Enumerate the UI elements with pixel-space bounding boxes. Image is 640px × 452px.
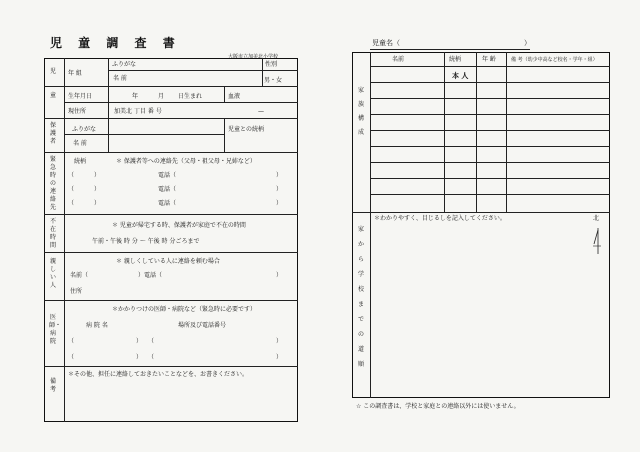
child-name-close: ） [524, 39, 531, 47]
guardian-label: 保護者 [49, 122, 56, 145]
hospital-address: 場所及び電話番号 [178, 322, 227, 329]
route-label: 家から学校までの道順 [357, 226, 364, 368]
absent-times: 午前・午後 時 分 ～ 午後 時 分ごろまで [92, 238, 200, 245]
blood-label: 血液 [228, 93, 241, 100]
family-label: 家 族 構 成 [357, 87, 364, 136]
school-name: 大阪市立加美北小学校 [228, 54, 279, 60]
furigana-label: ふりがな [112, 61, 137, 68]
emergency-row1-phone: 電話（ [158, 172, 177, 179]
child-label: 児 [49, 68, 56, 75]
birth-year: 年 [132, 93, 139, 100]
emergency-row2-phone: 電話（ [158, 186, 177, 193]
emergency-row2-end: ） [276, 186, 283, 193]
birth-month: 月 [158, 93, 165, 100]
col-age: 年 齢 [482, 56, 496, 63]
birth-born: 日生まれ [178, 93, 203, 100]
close-address: 住所 [70, 288, 83, 295]
birth-side-label: 童 [49, 92, 56, 99]
col-note: 備 考（幼少中高など校名・学年・組） [511, 57, 598, 63]
guardian-name: 名 前 [73, 140, 87, 147]
sex-options: 男・女 [264, 77, 283, 84]
emergency-row1-close: ） [94, 172, 101, 179]
emergency-row3-open: （ [68, 200, 75, 207]
footer-note: ☆ この調査書は、学校と家庭との連絡以外には使いません。 [356, 403, 520, 410]
guardian-furigana: ふりがな [72, 126, 97, 133]
emergency-header: ＊ 保護者等への連絡先（父母・祖父母・兄姉など） [116, 158, 256, 165]
emergency-row3-phone: 電話（ [158, 200, 177, 207]
birth-label: 生年月日 [68, 93, 93, 100]
relation-label: 児童との続柄 [228, 126, 265, 133]
doctor-label: 医師・病院 [49, 314, 62, 345]
doctor-row2-end: ） [276, 354, 283, 361]
current-address-label: 現住所 [68, 108, 87, 115]
doctor-row1-open: （ [68, 338, 75, 345]
close-phone: ）電話（ [138, 272, 163, 279]
doctor-row2-open2: （ [148, 354, 155, 361]
remarks-text: ＊その他、担任に連絡しておきたいことなどを、お書きください。 [68, 371, 249, 378]
doctor-row2-mid: ） [136, 354, 143, 361]
absent-label: 不在時間 [49, 218, 56, 249]
doctor-row1-open2: （ [148, 338, 155, 345]
self-label: 本 人 [452, 72, 469, 80]
child-name-label: 児童名（ [372, 39, 400, 47]
right-form-border [352, 52, 610, 398]
emergency-row3-close: ） [94, 200, 101, 207]
doctor-row1-mid: ） [136, 338, 143, 345]
close-name: 名前（ [70, 272, 89, 279]
col-name: 名前 [392, 56, 405, 63]
north-label: 北 [593, 215, 600, 222]
emergency-label: 緊急時の連絡先 [49, 156, 56, 211]
col-relation: 続柄 [449, 56, 462, 63]
doctor-header: ＊かかりつけの医師・病院など（緊急時に必要です） [112, 306, 257, 313]
doctor-row1-end: ） [276, 338, 283, 345]
emergency-col1: 続柄 [74, 158, 87, 165]
doctor-row2-open: （ [68, 354, 75, 361]
address-value: 加美北 丁目 番 号 [114, 108, 162, 115]
form-title: 児 童 調 査 書 [50, 36, 181, 50]
route-text: ＊わかりやすく、目じるしを記入してください。 [374, 215, 506, 222]
emergency-row1-open: （ [68, 172, 75, 179]
name-label: 名 前 [113, 75, 127, 82]
emergency-row2-close: ） [94, 186, 101, 193]
emergency-row2-open: （ [68, 186, 75, 193]
hospital-name: 病 院 名 [86, 322, 108, 329]
north-arrow-icon [592, 226, 604, 256]
close-person-header: ＊ 親しくしている人に連絡を頼む場合 [116, 258, 220, 265]
close-person-label: 親しい人 [49, 258, 56, 289]
address-dash: — [258, 108, 264, 115]
emergency-row1-end: ） [276, 172, 283, 179]
child-role-label: 年 組 [68, 70, 82, 77]
close-end: ） [276, 272, 283, 279]
remarks-label: 備 考 [49, 378, 56, 393]
sex-label: 性別 [265, 61, 278, 68]
absent-header: ＊ 児童が帰宅する時、保護者が家庭で不在の時間 [112, 222, 246, 229]
emergency-row3-end: ） [276, 200, 283, 207]
